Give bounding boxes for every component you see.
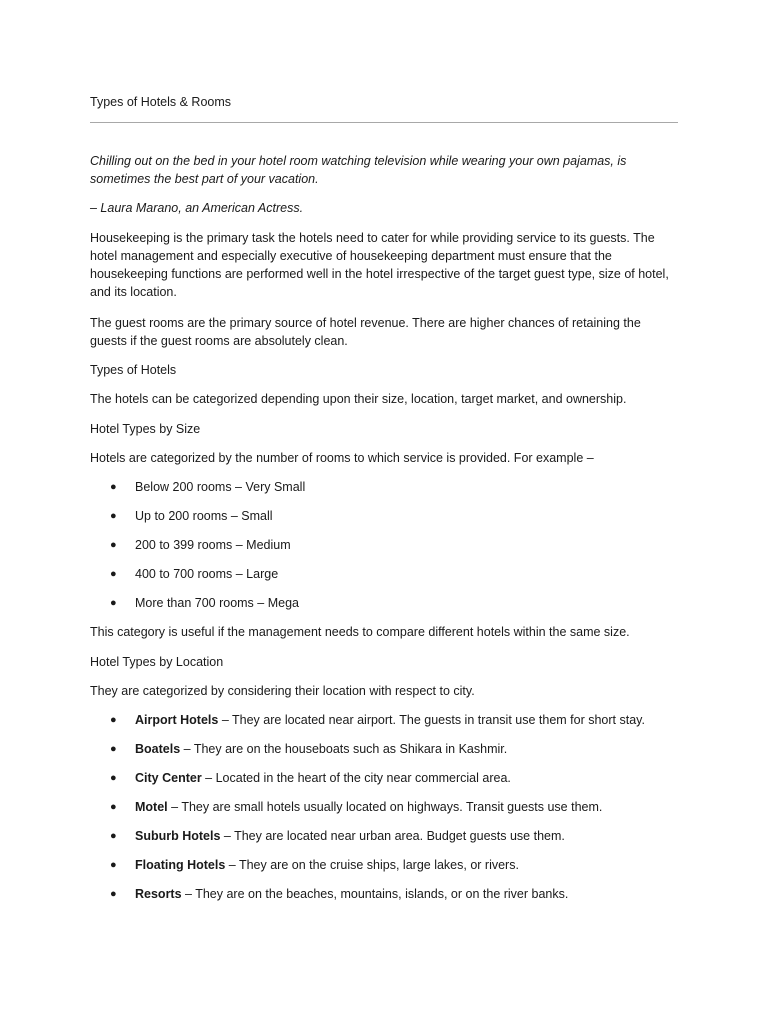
paragraph-categorization: The hotels can be categorized depending upon their size, location, target market, and ownership. xyxy=(90,392,627,406)
paragraph-guest-rooms: The guest rooms are the primary source of hotel revenue. There are higher chances of retaining the guests if the guest rooms are absolutely clean. xyxy=(90,316,641,348)
section-heading-types: Types of Hotels xyxy=(90,363,177,377)
list-item: ● 400 to 700 rooms – Large xyxy=(110,567,279,581)
section-heading-size: Hotel Types by Size xyxy=(90,422,201,436)
list-item: ● Floating Hotels – They are on the cruise ships, large lakes, or rivers. xyxy=(110,858,519,872)
bullet-icon: ● xyxy=(110,568,117,580)
paragraph-size-usefulness: This category is useful if the management needs to compare different hotels within the same size. xyxy=(90,625,630,639)
bullet-icon: ● xyxy=(110,510,117,522)
bullet-icon: ● xyxy=(110,772,117,784)
size-list xyxy=(90,478,690,623)
list-item: ● Up to 200 rooms – Small xyxy=(110,509,273,523)
bullet-icon: ● xyxy=(110,830,117,842)
list-item: ● 200 to 399 rooms – Medium xyxy=(110,538,291,552)
epigraph-attribution: – Laura Marano, an American Actress. xyxy=(90,201,304,215)
bullet-icon: ● xyxy=(110,597,117,609)
list-item: ● More than 700 rooms – Mega xyxy=(110,596,299,610)
list-item: ● Below 200 rooms – Very Small xyxy=(110,480,306,494)
paragraph-location-intro: They are categorized by considering their location with respect to city. xyxy=(90,684,475,698)
list-item: ● City Center – Located in the heart of the city near commercial area. xyxy=(110,771,511,785)
bullet-icon: ● xyxy=(110,714,117,726)
list-item: ● Suburb Hotels – They are located near urban area. Budget guests use them. xyxy=(110,829,565,843)
bullet-icon: ● xyxy=(110,801,117,813)
bullet-icon: ● xyxy=(110,888,117,900)
location-list xyxy=(90,711,690,914)
paragraph-housekeeping: Housekeeping is the primary task the hotels need to cater for while providing service to its guests. The hotel management and especially executive of housekeeping department must ensure that the housekeeping functions are performed well in the hotel irrespective of the target guest type, size of hotel, and its location. xyxy=(90,231,669,299)
title-divider xyxy=(90,122,678,123)
bullet-icon: ● xyxy=(110,859,117,871)
section-heading-location: Hotel Types by Location xyxy=(90,655,224,669)
bullet-icon: ● xyxy=(110,743,117,755)
epigraph-quote: Chilling out on the bed in your hotel room watching television while wearing your own pajamas, is sometimes the best part of your vacation. xyxy=(90,154,627,186)
bullet-icon: ● xyxy=(110,481,117,493)
list-item: ● Boatels – They are on the houseboats such as Shikara in Kashmir. xyxy=(110,742,508,756)
paragraph-size-intro: Hotels are categorized by the number of rooms to which service is provided. For example – xyxy=(90,451,594,465)
list-item: ● Motel – They are small hotels usually located on highways. Transit guests use them. xyxy=(110,800,603,814)
list-item: ● Airport Hotels – They are located near airport. The guests in transit use them for short stay. xyxy=(110,713,645,727)
document-title: Types of Hotels & Rooms xyxy=(90,95,232,109)
bullet-icon: ● xyxy=(110,539,117,551)
list-item: ● Resorts – They are on the beaches, mountains, islands, or on the river banks. xyxy=(110,887,569,901)
